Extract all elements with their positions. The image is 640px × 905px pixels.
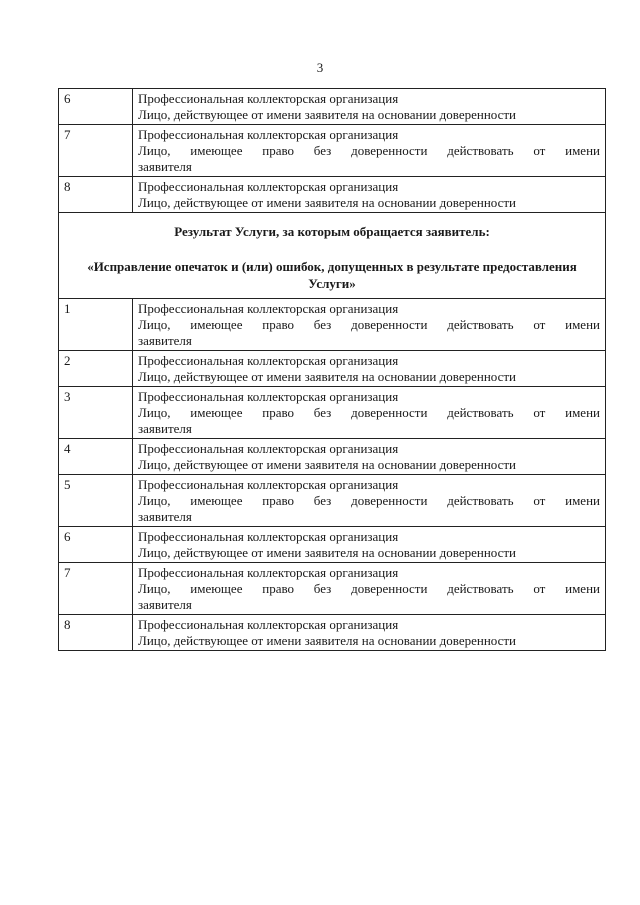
table-row [59, 439, 606, 475]
row-number: 4 [59, 439, 133, 475]
applicant-category: Профессиональная коллекторская организация [138, 179, 399, 194]
row-number: 7 [59, 125, 133, 177]
table-row [59, 615, 606, 651]
applicant-representative: Лицо, действующее от имени заявителя на основании доверенности [138, 195, 517, 210]
row-number: 3 [59, 387, 133, 439]
section-heading-row [59, 213, 606, 299]
applicant-representative: Лицо, имеющее право без доверенности действовать от имени [138, 581, 600, 596]
table-row [59, 563, 606, 615]
applicant-category: Профессиональная коллекторская организация [138, 127, 399, 142]
row-number: 1 [59, 299, 133, 351]
row-number: 7 [59, 563, 133, 615]
table-row [59, 527, 606, 563]
row-number: 6 [59, 527, 133, 563]
row-description [133, 563, 606, 615]
applicant-category: Профессиональная коллекторская организация [138, 617, 399, 632]
applicant-category: Профессиональная коллекторская организация [138, 477, 399, 492]
row-description [133, 177, 606, 213]
applicant-representative-continued: заявителя [138, 509, 192, 524]
row-description [133, 387, 606, 439]
row-number: 8 [59, 615, 133, 651]
applicant-representative-continued: заявителя [138, 333, 192, 348]
row-description [133, 89, 606, 125]
applicant-representative: Лицо, действующее от имени заявителя на основании доверенности [138, 107, 517, 122]
applicant-representative: Лицо, действующее от имени заявителя на основании доверенности [138, 457, 517, 472]
table-row [59, 351, 606, 387]
applicant-category: Профессиональная коллекторская организация [138, 441, 399, 456]
applicant-category: Профессиональная коллекторская организация [138, 301, 399, 316]
row-description [133, 125, 606, 177]
result-heading: Результат Услуги, за которым обращается заявитель: [174, 224, 490, 239]
row-description [133, 527, 606, 563]
section-heading [59, 213, 606, 299]
applicant-category: Профессиональная коллекторская организация [138, 565, 399, 580]
row-number: 6 [59, 89, 133, 125]
applicant-representative: Лицо, имеющее право без доверенности действовать от имени [138, 493, 600, 508]
applicant-representative: Лицо, действующее от имени заявителя на основании доверенности [138, 369, 517, 384]
applicant-category: Профессиональная коллекторская организация [138, 91, 399, 106]
applicant-representative: Лицо, имеющее право без доверенности действовать от имени [138, 143, 600, 158]
applicant-representative: Лицо, имеющее право без доверенности действовать от имени [138, 405, 600, 420]
applicant-category: Профессиональная коллекторская организация [138, 353, 399, 368]
applicant-representative-continued: заявителя [138, 421, 192, 436]
applicant-representative: Лицо, действующее от имени заявителя на основании доверенности [138, 633, 517, 648]
row-description [133, 615, 606, 651]
page-number: 3 [316, 60, 324, 75]
row-description [133, 475, 606, 527]
table-row [59, 125, 606, 177]
applicant-category: Профессиональная коллекторская организация [138, 389, 399, 404]
table-row [59, 299, 606, 351]
service-heading: «Исправление опечаток и (или) ошибок, допущенных в результате предоставления Услуги» [87, 259, 577, 291]
row-number: 5 [59, 475, 133, 527]
row-number: 8 [59, 177, 133, 213]
row-description [133, 439, 606, 475]
applicant-representative: Лицо, действующее от имени заявителя на основании доверенности [138, 545, 517, 560]
applicant-representative-continued: заявителя [138, 159, 192, 174]
applicant-representative-continued: заявителя [138, 597, 192, 612]
row-description [133, 299, 606, 351]
table-row [59, 177, 606, 213]
row-number: 2 [59, 351, 133, 387]
applicant-representative: Лицо, имеющее право без доверенности действовать от имени [138, 317, 600, 332]
table-row [59, 89, 606, 125]
table-row [59, 387, 606, 439]
table-row [59, 475, 606, 527]
applicant-category: Профессиональная коллекторская организация [138, 529, 399, 544]
row-description [133, 351, 606, 387]
applicant-categories-table [58, 88, 606, 651]
